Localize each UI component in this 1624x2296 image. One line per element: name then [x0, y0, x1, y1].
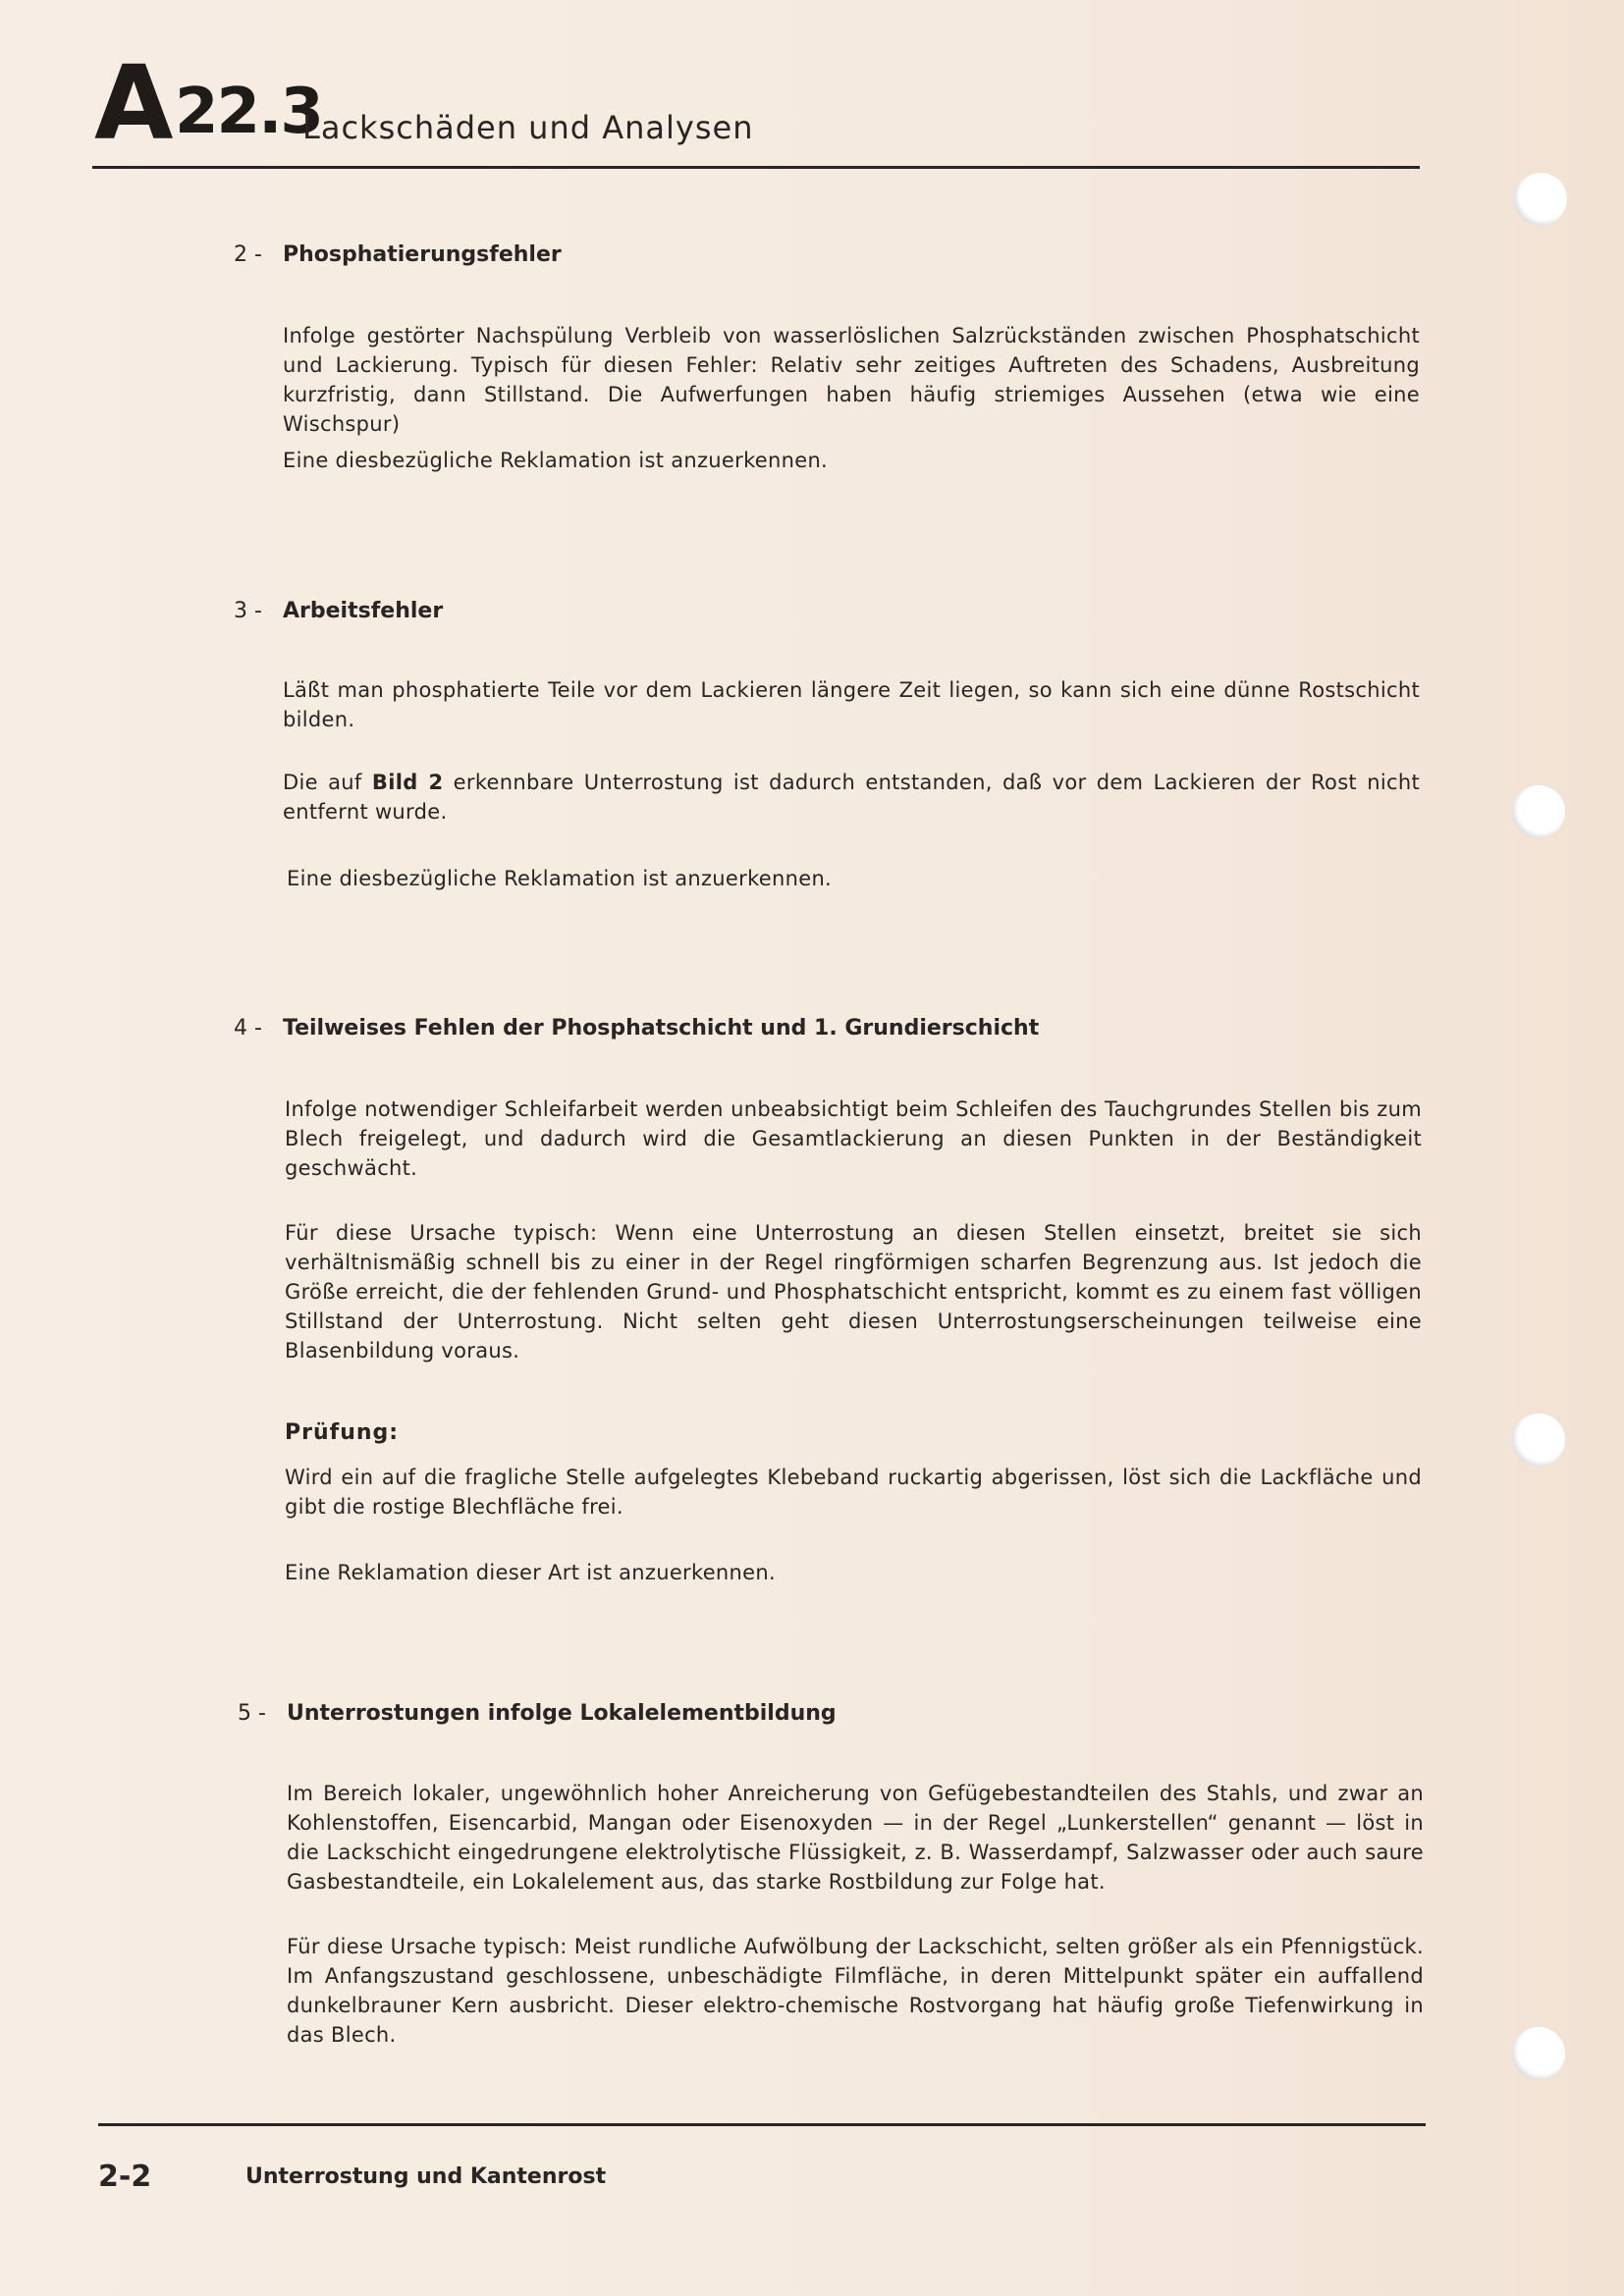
subheading-pruefung: Prüfung: [285, 1420, 400, 1445]
section-number: 5 - [238, 1701, 266, 1726]
binder-hole-icon [1512, 785, 1565, 838]
section-title: Phosphatierungsfehler [283, 242, 562, 267]
binder-hole-icon [1512, 2027, 1565, 2080]
section-number: 4 - [234, 1016, 262, 1041]
binder-hole-icon [1512, 1414, 1565, 1467]
paragraph: Eine diesbezügliche Reklamation ist anzuerkennen. [287, 867, 833, 890]
section-title: Unterrostungen infolge Lokalelementbildung [287, 1701, 837, 1726]
paragraph-figure-reference: Die auf Bild 2 erkennbare Unterrostung ist dadurch entstanden, daß vor dem Lackieren der Rost nicht entfernt wurde. [283, 771, 1420, 824]
section-heading-5 [238, 1699, 837, 1729]
paragraph: Infolge notwendiger Schleifarbeit werden unbeabsichtigt beim Schleifen des Tauchgrundes Stellen bis zum Blech freigelegt, und dadurch wird die Gesamtlackierung an diesen Punkten in der Beständigkeit geschwächt. [285, 1097, 1422, 1180]
chapter-letter: A [94, 43, 170, 163]
section-heading-3 [234, 597, 443, 626]
paragraph: Für diese Ursache typisch: Meist rundliche Aufwölbung der Lackschicht, selten größer als ein Pfennigstück. Im Anfangszustand geschlossene, unbeschädigte Filmfläche, in deren Mittelpunkt später ein auffallend dunkelbrauner Kern ausbricht. Dieser elektro-chemische Rostvorgang hat häufig große Tiefenwirkung in das Blech. [287, 1935, 1424, 2047]
paragraph: Eine diesbezügliche Reklamation ist anzuerkennen. [283, 449, 829, 472]
section-heading-2 [234, 240, 562, 270]
page-number: 2-2 [98, 2160, 152, 2194]
section-title: Teilweises Fehlen der Phosphatschicht und 1. Grundierschicht [283, 1016, 1040, 1041]
header-divider [92, 166, 1420, 169]
paragraph: Für diese Ursache typisch: Wenn eine Unterrostung an diesen Stellen einsetzt, breitet sie sich verhältnismäßig schnell bis zu einer in der Regel ringförmigen scharfen Begrenzung aus. Ist jedoch die Größe erreicht, die der fehlenden Grund- und Phosphatschicht entspricht, kommt es zu einem fast völligen Stillstand der Unterrostung. Nicht selten geht diesen Unterrostungserscheinungen teilweise eine Blasenbildung voraus. [285, 1221, 1422, 1362]
section-number: 3 - [234, 599, 262, 623]
chapter-number: 22.3 [175, 76, 322, 148]
paragraph: Eine Reklamation dieser Art ist anzuerkennen. [285, 1561, 776, 1584]
page-title: Lackschäden und Analysen [302, 109, 754, 146]
section-number: 2 - [234, 242, 262, 267]
section-title: Arbeitsfehler [283, 599, 444, 623]
paragraph: Läßt man phosphatierte Teile vor dem Lackieren längere Zeit liegen, so kann sich eine dünne Rostschicht bilden. [283, 678, 1420, 731]
figure-reference: Bild 2 [371, 771, 444, 794]
footer-title: Unterrostung und Kantenrost [245, 2164, 607, 2189]
paragraph: Im Bereich lokaler, ungewöhnlich hoher Anreicherung von Gefügebestandteilen des Stahls, und zwar an Kohlenstoffen, Eisencarbid, Mangan oder Eisenoxyden — in der Regel „Lunkerstellen“ genannt — löst in die Lackschicht eingedrungene elektrolytische Flüssigkeit, z. B. Wasserdampf, Salzwasser oder auch saure Gasbestandteile, ein Lokalelement aus, das starke Rostbildung zur Folge hat. [287, 1782, 1424, 1894]
binder-hole-icon [1514, 173, 1567, 226]
section-heading-4 [234, 1014, 1039, 1043]
paragraph: Infolge gestörter Nachspülung Verbleib von wasserlöslichen Salzrückständen zwischen Phosphatschicht und Lackierung. Typisch für diesen Fehler: Relativ sehr zeitiges Auftreten des Schadens, Ausbreitung kurzfristig, dann Stillstand. Die Aufwerfungen haben häufig striemiges Aussehen (etwa wie eine Wischspur) [283, 324, 1420, 436]
paragraph: Wird ein auf die fragliche Stelle aufgelegtes Klebeband ruckartig abgerissen, löst sich die Lackfläche und gibt die rostige Blechfläche frei. [285, 1466, 1422, 1519]
footer-divider [98, 2123, 1426, 2126]
